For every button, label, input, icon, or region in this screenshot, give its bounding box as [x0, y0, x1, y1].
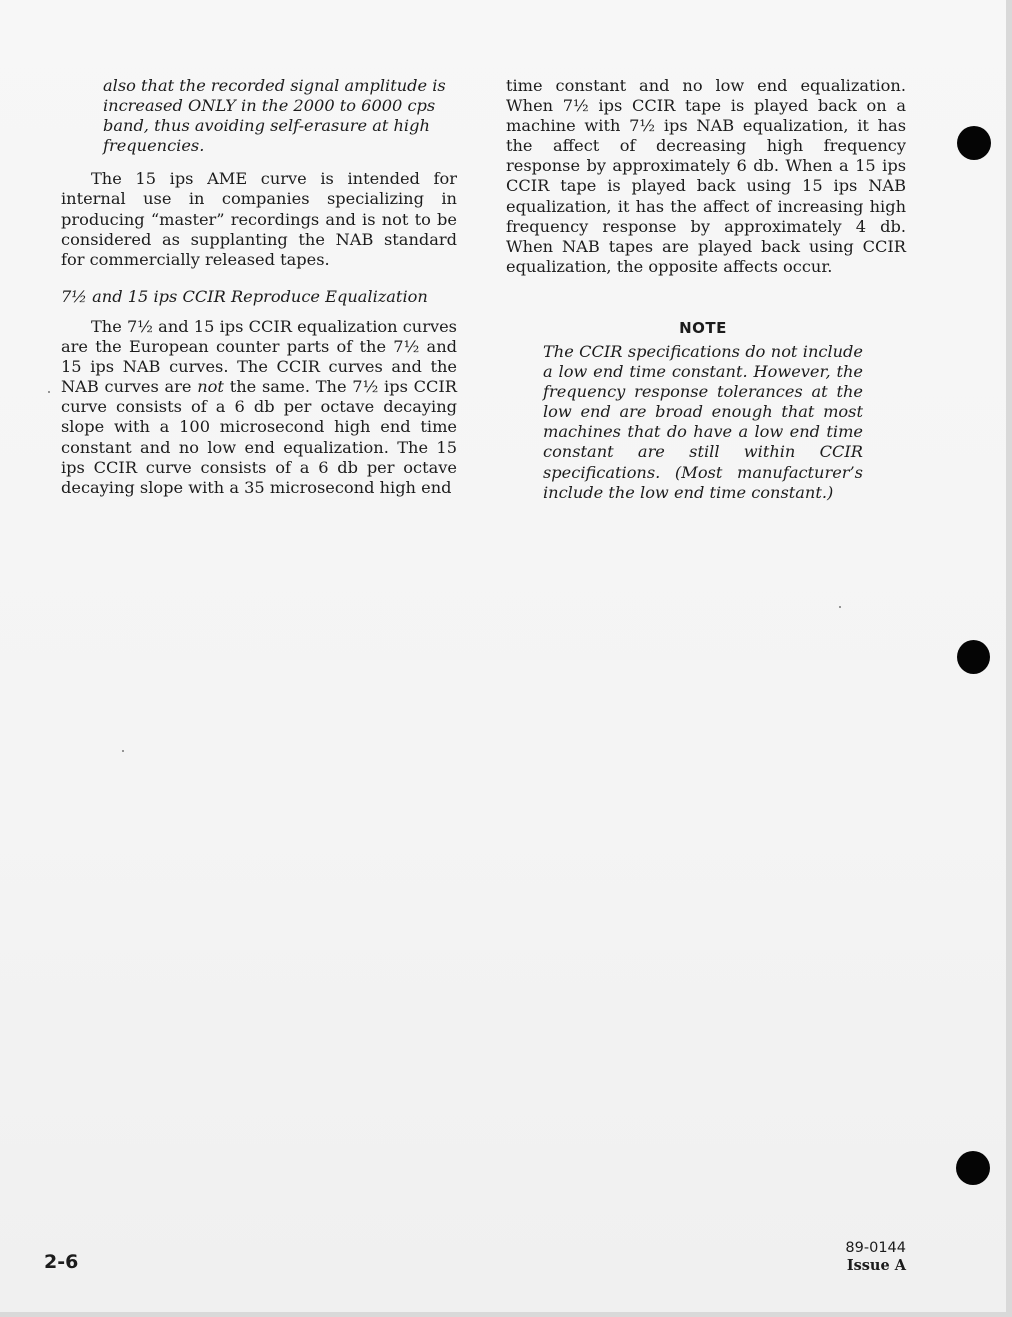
ccir-text-part-2: the same. The 7½ ips CCIR curve consists of a 6 db per octave decaying slope with a 100 microsecond high end time constant and no low end equalization. The 15 ips CCIR curve consists of a 6 db per octave decaying slope with a 35 microsecond high end	[61, 377, 457, 497]
section-subheading: 7½ and 15 ips CCIR Reproduce Equalization	[61, 286, 428, 306]
ame-curve-paragraph: The 15 ips AME curve is intended for internal use in companies specializing in producing “master” recordings and is not to be considered as supplanting the NAB standard for commercially released tapes.	[61, 169, 457, 269]
emphasis-not: not	[197, 377, 224, 397]
ccir-text-part-1: The 7½ and 15 ips CCIR equalization curves are the European counter parts of the 7½ and 15 ips NAB curves. The CCIR curves and the NAB curves are	[61, 316, 457, 397]
playback-paragraph: time constant and no low end equalization. When 7½ ips CCIR tape is played back on a machine with 7½ ips NAB equalization, it has the affect of decreasing high frequency response by approximately 6 db. When a 15 ips CCIR tape is played back using 15 ips NAB equalization, it has the affect of increasing high frequency response by approximately 4 db. When NAB tapes are played back using CCIR equalization, the opposite affects occur.	[506, 76, 906, 276]
document-number: 89-0144	[845, 1240, 906, 1256]
page-edge-bottom	[0, 1312, 1012, 1317]
page-number: 2-6	[44, 1251, 79, 1273]
page-edge-right	[1006, 0, 1012, 1317]
scan-speck	[48, 391, 50, 393]
scan-speck	[839, 606, 841, 608]
note-title: NOTE	[679, 319, 727, 337]
scan-speck	[122, 750, 124, 752]
right-column	[506, 76, 906, 277]
note-body: The CCIR specifications do not include a low end time constant. However, the frequency response tolerances at the low end are broad enough that most machines that do have a low end time constant are still within CCIR specifications. (Most manufacturer’s include the low end time constant.)	[543, 342, 863, 502]
continued-italic-paragraph: also that the recorded signal amplitude is increased ONLY in the 2000 to 6000 cps band, thus avoiding self-erasure at high frequencies.	[103, 76, 446, 156]
binder-hole-top	[957, 126, 991, 160]
issue-label: Issue A	[846, 1257, 906, 1274]
left-column	[61, 76, 457, 498]
binder-hole-middle	[957, 640, 990, 674]
ccir-curves-paragraph	[61, 317, 457, 498]
binder-hole-bottom	[956, 1151, 990, 1185]
